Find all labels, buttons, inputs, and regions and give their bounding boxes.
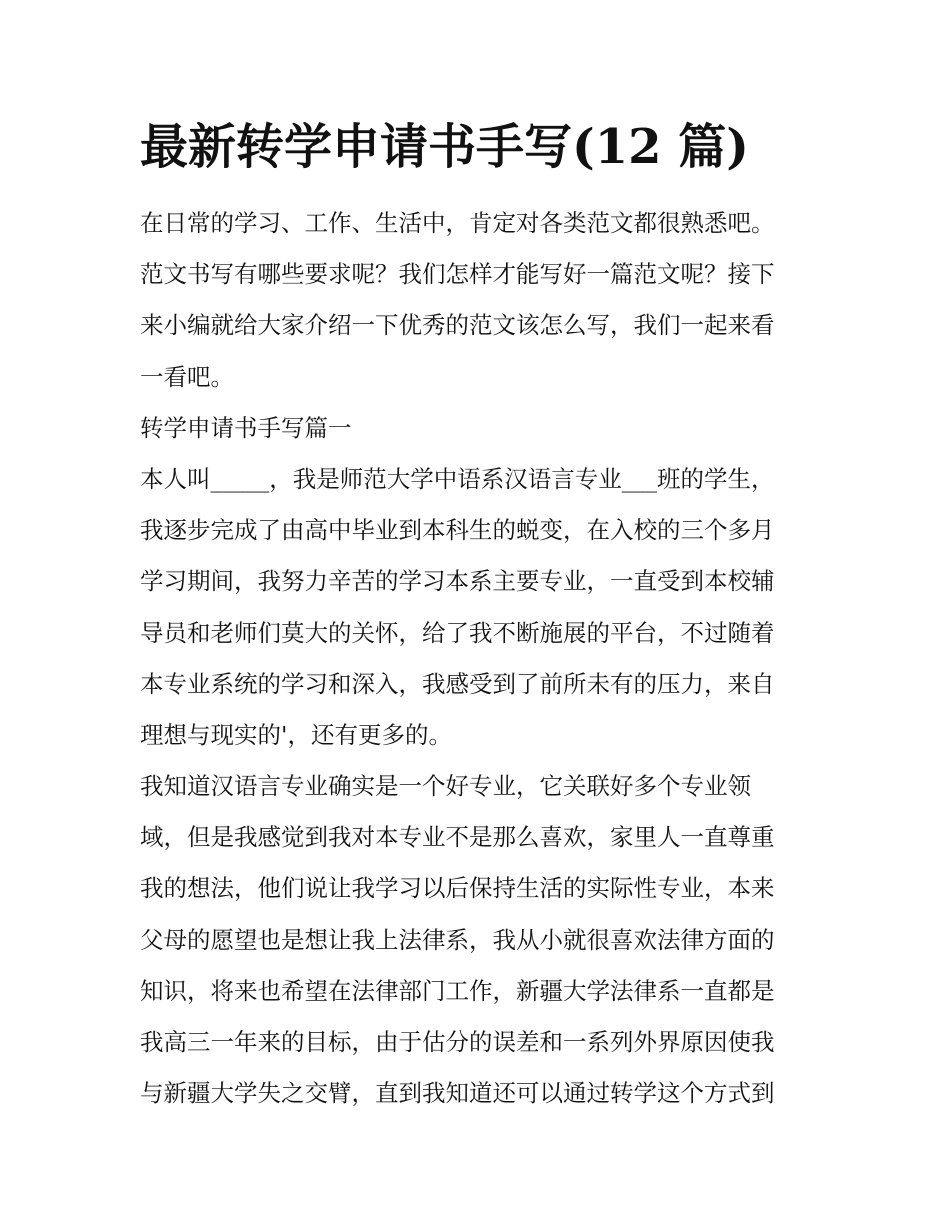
intro-line-4: 一看吧。 — [140, 362, 234, 391]
intro-line-2: 范文书写有哪些要求呢？我们怎样才能写好一篇范文呢？接下 — [140, 260, 775, 289]
document-title: 最新转学申请书手写(12 篇) — [140, 119, 749, 175]
paragraph-2-line-7: 与新疆大学失之交臂，直到我知道还可以通过转学这个方式到 — [140, 1079, 775, 1108]
paragraph-2-line-3: 我的想法，他们说让我学习以后保持生活的实际性专业，本来 — [140, 874, 775, 903]
intro-line-1: 在日常的学习、工作、生活中，肯定对各类范文都很熟悉吧。 — [140, 209, 775, 237]
paragraph-2-line-1: 我知道汉语言专业确实是一个好专业，它关联好多个专业领 — [140, 772, 751, 801]
paragraph-1-line-4: 导员和老师们莫大的关怀，给了我不断施展的平台，不过随着 — [140, 618, 775, 647]
document-body — [140, 198, 812, 1119]
paragraph-1-line-1: 本人叫_____，我是师范大学中语系汉语言专业___班的学生， — [140, 464, 775, 493]
paragraph-1-line-3: 学习期间，我努力辛苦的学习本系主要专业，一直受到本校辅 — [140, 567, 775, 596]
paragraph-1-line-6: 理想与现实的'，还有更多的。 — [140, 720, 452, 749]
paragraph-1-line-2: 我逐步完成了由高中毕业到本科生的蜕变，在入校的三个多月 — [140, 516, 775, 545]
paragraph-2-line-6: 我高三一年来的目标，由于估分的误差和一系列外界原因使我 — [140, 1028, 775, 1056]
paragraph-1-line-5: 本专业系统的学习和深入，我感受到了前所未有的压力，来自 — [140, 669, 775, 698]
intro-line-3: 来小编就给大家介绍一下优秀的范文该怎么写，我们一起来看 — [140, 311, 775, 340]
paragraph-2-line-5: 知识，将来也希望在法律部门工作，新疆大学法律系一直都是 — [140, 976, 775, 1005]
section-heading: 转学申请书手写篇一 — [140, 413, 352, 442]
paragraph-2-line-4: 父母的愿望也是想让我上法律系，我从小就很喜欢法律方面的 — [140, 925, 775, 954]
paragraph-2-line-2: 域，但是我感觉到我对本专业不是那么喜欢，家里人一直尊重 — [140, 823, 775, 852]
